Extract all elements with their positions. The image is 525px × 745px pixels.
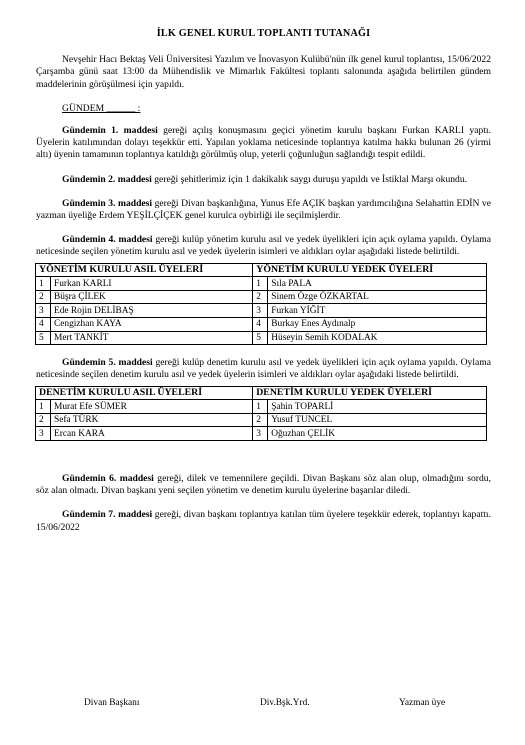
agenda-item-1 bbox=[36, 125, 491, 162]
table-header-row bbox=[36, 386, 487, 400]
table-cell: Hüseyin Semih KODALAK bbox=[268, 331, 487, 345]
signature-divan-baskani: Divan Başkanı bbox=[84, 698, 140, 708]
table-cell: Cengizhan KAYA bbox=[51, 318, 253, 332]
document-page bbox=[36, 22, 491, 534]
signature-divan-baskan-yardimcisi: Div.Bşk.Yrd. bbox=[260, 698, 310, 708]
table-row bbox=[36, 413, 487, 427]
table-row bbox=[36, 427, 487, 441]
agenda-item-3 bbox=[36, 198, 491, 222]
agenda-item-text: gereği kulüp denetim kurulu asıl ve yedek üyelikleri için açık oylama yapıldı. Oylama neticesinde seçilen denetim kurulu asıl ve yedek üyelerin isimleri ve aldıkları oylar aşağıdaki listede belirtildi. bbox=[36, 357, 491, 381]
table-row bbox=[36, 331, 487, 345]
table-cell: Ede Rojin DELİBAŞ bbox=[51, 304, 253, 318]
table-row bbox=[36, 277, 487, 291]
table-cell: 3 bbox=[36, 304, 51, 318]
table-cell: 1 bbox=[253, 277, 268, 291]
table-cell: 1 bbox=[253, 400, 268, 414]
table-cell: Burkay Enes Aydınalp bbox=[268, 318, 487, 332]
agenda-item-text: gereği, divan başkanı toplantıya katılan tüm üyelere teşekkür ederek, toplantıyı kapattı. 15/06/2022 bbox=[36, 509, 491, 533]
agenda-item-label: Gündemin 2. maddesi bbox=[62, 173, 152, 185]
table-cell: Furkan YİĞİT bbox=[268, 304, 487, 318]
table-cell: Yusuf TUNCEL bbox=[268, 413, 487, 427]
table-cell: Sıla PALA bbox=[268, 277, 487, 291]
table-cell: Sefa TÜRK bbox=[51, 413, 253, 427]
table-cell: 5 bbox=[253, 331, 268, 345]
agenda-item-text: gereği şehitlerimiz için 1 dakikalık saygı duruşu yapıldı ve İstiklal Marşı okundu. bbox=[151, 173, 468, 185]
table-cell: Mert TANKİT bbox=[51, 331, 253, 345]
agenda-item-6 bbox=[36, 473, 491, 497]
table-cell: Furkan KARLI bbox=[51, 277, 253, 291]
agenda-item-text: gereği açılış konuşmasını geçici yönetim kurulu başkanı Furkan KARLI yaptı. Üyelerin katılımından dolayı teşekkür etti. Yapılan yoklama neticesinde toplantıya katılma hakkı bulunan 26 (yirmi altı) üyenin tamamının toplantıya katıldığı görülmüş olup, yeterli çoğunluğun sağlandığı tespit edildi. bbox=[36, 125, 491, 161]
table-cell: 5 bbox=[36, 331, 51, 345]
table-header: DENETİM KURULU ASIL ÜYELERİ bbox=[36, 386, 253, 400]
agenda-item-label: Gündemin 6. maddesi bbox=[62, 472, 154, 484]
signature-yazman-uye: Yazman üye bbox=[399, 698, 446, 708]
table-cell: Sinem Özge ÖZKARTAL bbox=[268, 290, 487, 304]
table-cell: Oğuzhan ÇELİK bbox=[268, 427, 487, 441]
document-title: İLK GENEL KURUL TOPLANTI TUTANAĞI bbox=[156, 28, 371, 39]
table-cell: Ercan KARA bbox=[51, 427, 253, 441]
table-cell: 1 bbox=[36, 277, 51, 291]
table-cell: 4 bbox=[36, 318, 51, 332]
table-row bbox=[36, 318, 487, 332]
agenda-heading: GÜNDEM ______ : bbox=[62, 102, 141, 114]
agenda-item-label: Gündemin 5. maddesi bbox=[62, 357, 153, 369]
agenda-item-text: gereği kulüp yönetim kurulu asıl ve yedek üyelikleri için açık oylama yapıldı. Oylama neticesinde seçilen yönetim kurulu asıl ve yedek üyelerin isimleri ve aldıkları oylar aşağıdaki listede belirtildi. bbox=[36, 234, 491, 258]
agenda-item-label: Gündemin 4. maddesi bbox=[62, 234, 153, 246]
agenda-item-text: gereği, dilek ve temennilere geçildi. Divan Başkanı söz alan olup, olmadığını sordu, söz alan olmadı. Divan başkanı yeni seçilen yönetim ve denetim kurulu üyelerine başarılar diledi. bbox=[36, 472, 491, 497]
agenda-item-5 bbox=[36, 357, 491, 381]
table-row bbox=[36, 290, 487, 304]
table-cell: Şahin TOPARLİ bbox=[268, 400, 487, 414]
agenda-item-4 bbox=[36, 234, 491, 258]
table-cell: Büşra ÇİLEK bbox=[51, 290, 253, 304]
table-cell: 2 bbox=[253, 413, 268, 427]
agenda-item-label: Gündemin 7. maddesi bbox=[62, 509, 153, 521]
table-cell: Murat Efe SÜMER bbox=[51, 400, 253, 414]
agenda-item-label: Gündemin 3. maddesi bbox=[62, 197, 153, 209]
table-header: YÖNETİM KURULU YEDEK ÜYELERİ bbox=[253, 263, 487, 277]
audit-board-table bbox=[35, 386, 487, 441]
table-cell: 3 bbox=[253, 304, 268, 318]
agenda-item-label: Gündemin 1. maddesi bbox=[62, 125, 158, 137]
table-cell: 3 bbox=[253, 427, 268, 441]
table-cell: 3 bbox=[36, 427, 51, 441]
table-header: DENETİM KURULU YEDEK ÜYELERİ bbox=[253, 386, 487, 400]
table-cell: 4 bbox=[253, 318, 268, 332]
agenda-item-2 bbox=[36, 174, 491, 186]
table-cell: 2 bbox=[36, 290, 51, 304]
management-board-table bbox=[35, 263, 487, 346]
agenda-item-text: gereği Divan başkanlığına, Yunus Efe AÇIK başkan yardımcılığına Selahattin EDİN ve yazman üyeliğe Erdem YEŞİLÇİÇEK genel kurulca oybirliği ile seçilmişlerdir. bbox=[36, 197, 491, 222]
table-header-row bbox=[36, 263, 487, 277]
agenda-item-7 bbox=[36, 509, 491, 533]
table-row bbox=[36, 304, 487, 318]
table-cell: 2 bbox=[36, 413, 51, 427]
table-cell: 2 bbox=[253, 290, 268, 304]
table-header: YÖNETİM KURULU ASIL ÜYELERİ bbox=[36, 263, 253, 277]
intro-paragraph: Nevşehir Hacı Bektaş Veli Üniversitesi Yazılım ve İnovasyon Kulübü'nün ilk genel kurul toplantısı, 15/06/2022 Çarşamba günü saat 13:00 da Mühendislik ve Mimarlık Fakültesi toplantı salonunda aşağıda belirtilen gündem maddelerinin görüşülmesi için yapıldı. bbox=[36, 54, 491, 90]
table-cell: 1 bbox=[36, 400, 51, 414]
table-row bbox=[36, 400, 487, 414]
